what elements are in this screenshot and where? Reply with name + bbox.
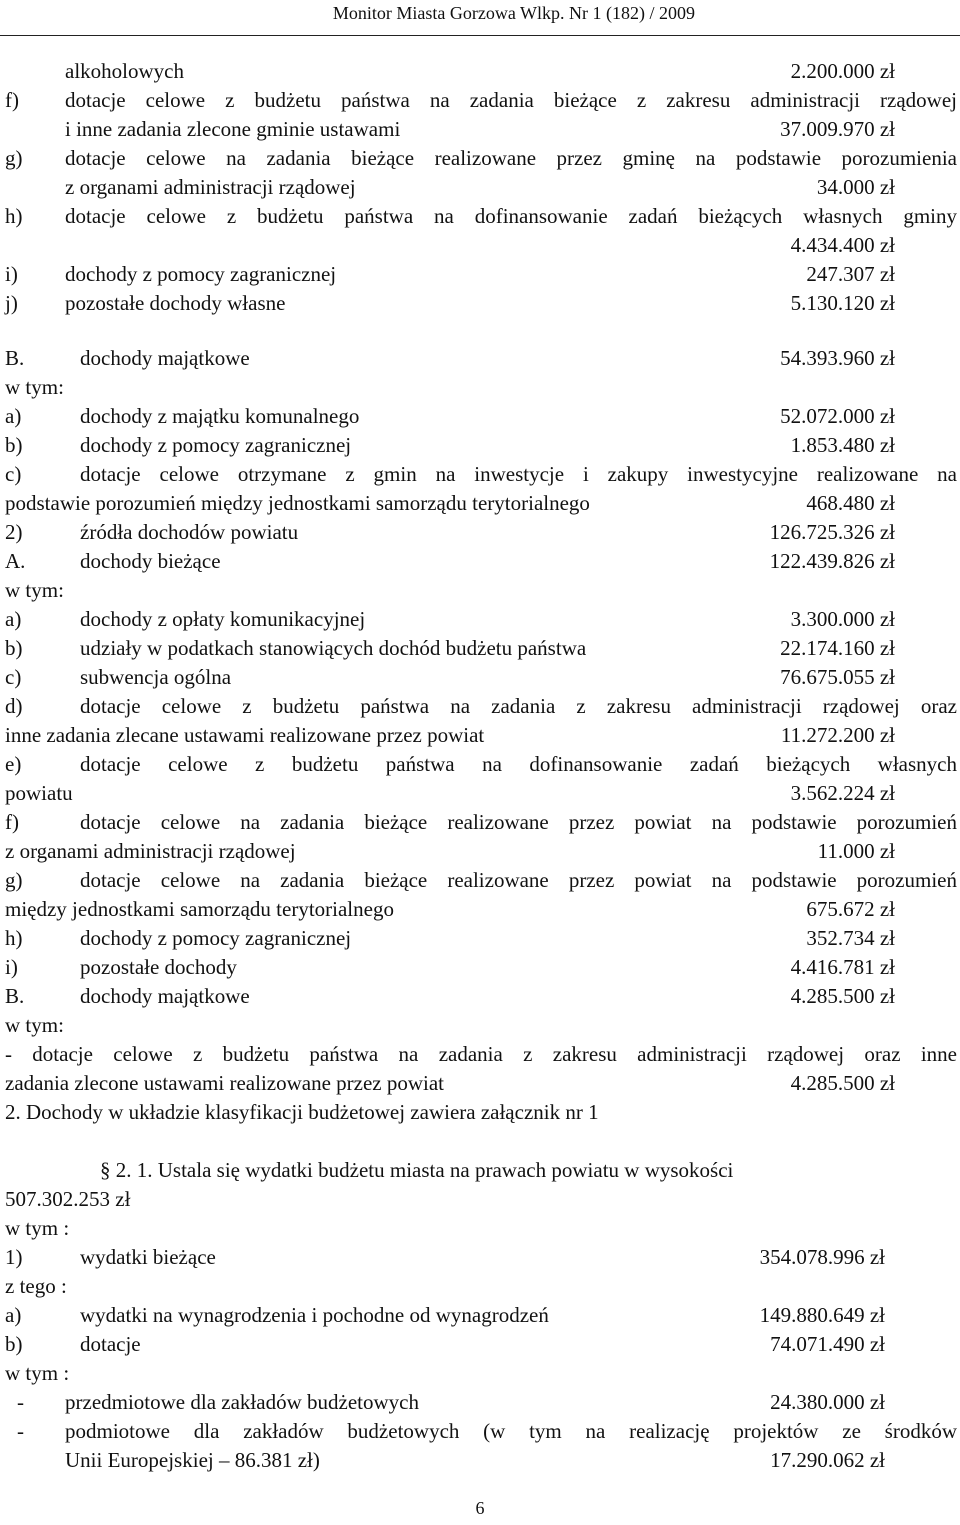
item-marker: B. [5,984,25,1008]
item-amount: 5.130.120 zł [790,291,895,315]
item-marker: b) [5,433,23,457]
list-item [5,431,957,460]
page-header [0,0,960,40]
item-amount: 76.675.055 zł [780,665,895,689]
list-item [5,518,957,547]
item-text: dochody majątkowe [80,346,250,370]
item-text-line2: zadania zlecone ustawami realizowane przez powiat [5,1071,445,1095]
header-divider [0,35,960,36]
item-text-line2: powiatu [5,781,73,805]
item-text-line2: z organami administracji rządowej [5,839,296,863]
item-amount: 4.434.400 zł [790,233,895,257]
list-item [5,663,957,692]
item-amount: 52.072.000 zł [780,404,895,428]
item-amount: 74.071.490 zł [770,1332,885,1356]
item-marker: b) [5,1332,23,1356]
item-amount: 122.439.826 zł [769,549,895,573]
item-text-line1: § 2. 1. Ustala się wydatki budżetu miasta na prawach powiatu w wysokości [100,1158,734,1182]
item-text: w tym: [5,578,64,602]
item-amount: 37.009.970 zł [780,117,895,141]
item-text-line1: podmiotowe dla zakładów budżetowych (w tym na realizację projektów ze środków [65,1419,957,1443]
item-text: dochody z pomocy zagranicznej [80,433,352,457]
list-item [5,1011,957,1040]
item-text-line2: między jednostkami samorządu terytorialnego [5,897,394,921]
list-item [5,1417,957,1475]
list-item [5,808,957,866]
list-item [5,982,957,1011]
item-text: dotacje [80,1332,141,1356]
list-item [5,1243,957,1272]
item-amount: 1.853.480 zł [790,433,895,457]
item-text: dochody z opłaty komunikacyjnej [80,607,366,631]
item-amount: 352.734 zł [806,926,895,950]
item-marker: d) [5,694,23,718]
item-text-line1: - dotacje celowe z budżetu państwa na zadania z zakresu administracji rządowej oraz inne [5,1042,957,1066]
item-amount: 3.562.224 zł [790,781,895,805]
item-text-line1: dotacje celowe otrzymane z gmin na inwestycje i zakupy inwestycyjne realizowane na [80,462,957,486]
item-text: wydatki na wynagrodzenia i pochodne od wynagrodzeń [80,1303,549,1327]
item-text: alkoholowych [65,59,184,83]
item-amount: 4.285.500 zł [790,1071,895,1095]
item-text: z tego : [5,1274,67,1298]
list-item [5,144,957,202]
list-item [5,1040,957,1098]
item-amount: 354.078.996 zł [759,1245,885,1269]
item-marker: a) [5,607,22,631]
item-amount: 247.307 zł [806,262,895,286]
item-text-line1: dotacje celowe na zadania bieżące realizowane przez powiat na podstawie porozumień [80,868,957,892]
item-amount: 4.285.500 zł [790,984,895,1008]
item-text-line1: dotacje celowe z budżetu państwa na dofinansowanie zadań bieżących własnych [80,752,957,776]
item-text-line2: z organami administracji rządowej [65,175,356,199]
item-amount: 54.393.960 zł [780,346,895,370]
list-item [5,576,957,605]
item-text: dochody z pomocy zagranicznej [65,262,337,286]
list-item [5,605,957,634]
item-amount: 17.290.062 zł [770,1448,885,1472]
list-item [5,86,957,144]
item-text-line1: dotacje celowe z budżetu państwa na dofinansowanie zadań bieżących własnych gminy [65,204,957,228]
list-item [5,460,957,518]
item-amount: 4.416.781 zł [790,955,895,979]
list-item [5,750,957,808]
item-marker: a) [5,404,22,428]
list-item [5,547,957,576]
item-amount: 22.174.160 zł [780,636,895,660]
item-marker: 1) [5,1245,23,1269]
item-text: dochody z majątku komunalnego [80,404,360,428]
list-item [5,1098,957,1127]
list-item [5,953,957,982]
item-text-line2: 507.302.253 zł [5,1187,131,1211]
item-text-line1: dotacje celowe na zadania bieżące realizowane przez gminę na podstawie porozumienia [65,146,957,170]
header-title: Monitor Miasta Gorzowa Wlkp. Nr 1 (182) / 2009 [332,3,695,23]
item-text: przedmiotowe dla zakładów budżetowych [65,1390,419,1414]
item-amount: 126.725.326 zł [769,520,895,544]
item-text-line2: i inne zadania zlecone gminie ustawami [65,117,401,141]
list-item [5,634,957,663]
item-amount: 675.672 zł [806,897,895,921]
list-item [5,1214,957,1243]
list-item [5,1272,957,1301]
item-marker: e) [5,752,22,776]
list-item [5,924,957,953]
item-amount: 34.000 zł [816,175,895,199]
list-item [5,1359,957,1388]
item-amount: 24.380.000 zł [770,1390,885,1414]
list-item [5,1388,957,1417]
item-marker: - [17,1390,24,1414]
list-item [5,373,957,402]
item-text-line1: dotacje celowe na zadania bieżące realizowane przez powiat na podstawie porozumień [80,810,957,834]
item-amount: 11.000 zł [817,839,895,863]
item-text: w tym : [5,1216,70,1240]
item-amount: 468.480 zł [806,491,895,515]
list-item [5,1330,957,1359]
item-text: dochody z pomocy zagranicznej [80,926,352,950]
page-number: 6 [475,1498,485,1518]
item-marker: a) [5,1303,22,1327]
item-amount: 3.300.000 zł [790,607,895,631]
item-text: dochody majątkowe [80,984,250,1008]
item-marker: f) [5,88,19,112]
item-text-line2: podstawie porozumień między jednostkami samorządu terytorialnego [5,491,590,515]
list-item [5,202,957,260]
item-text: pozostałe dochody własne [65,291,286,315]
list-item [5,289,957,318]
document-body [5,57,957,1475]
item-text: źródła dochodów powiatu [80,520,299,544]
item-text: w tym : [5,1361,70,1385]
item-marker: g) [5,868,23,892]
item-marker: f) [5,810,19,834]
item-marker: g) [5,146,23,170]
item-text: pozostałe dochody [80,955,237,979]
item-marker: b) [5,636,23,660]
item-marker: j) [5,291,18,315]
item-text: 2. Dochody w układzie klasyfikacji budżetowej zawiera załącznik nr 1 [5,1100,599,1124]
list-item [5,57,957,86]
item-text: wydatki bieżące [80,1245,216,1269]
list-item [5,1301,957,1330]
item-text-line1: dotacje celowe z budżetu państwa na zadania bieżące z zakresu administracji rządowej [65,88,957,112]
list-item [5,866,957,924]
item-text: w tym: [5,375,64,399]
item-text: dochody bieżące [80,549,221,573]
item-text: subwencja ogólna [80,665,232,689]
item-marker: 2) [5,520,23,544]
item-marker: B. [5,346,25,370]
item-text: w tym: [5,1013,64,1037]
item-marker: A. [5,549,26,573]
list-item [5,344,957,373]
item-marker: i) [5,262,18,286]
list-item [5,260,957,289]
item-marker: c) [5,665,22,689]
item-marker: h) [5,204,23,228]
item-amount: 149.880.649 zł [759,1303,885,1327]
item-text-line1: dotacje celowe z budżetu państwa na zadania z zakresu administracji rządowej oraz [80,694,957,718]
item-text-line2: Unii Europejskiej – 86.381 zł) [65,1448,320,1472]
item-marker: - [17,1419,24,1443]
item-text-line2: inne zadania zlecane ustawami realizowane przez powiat [5,723,485,747]
section-paragraph [5,1156,957,1214]
item-amount: 2.200.000 zł [790,59,895,83]
list-item [5,692,957,750]
item-marker: h) [5,926,23,950]
item-amount: 11.272.200 zł [780,723,895,747]
item-marker: c) [5,462,22,486]
item-marker: i) [5,955,18,979]
list-item [5,402,957,431]
item-text: udziały w podatkach stanowiących dochód budżetu państwa [80,636,587,660]
